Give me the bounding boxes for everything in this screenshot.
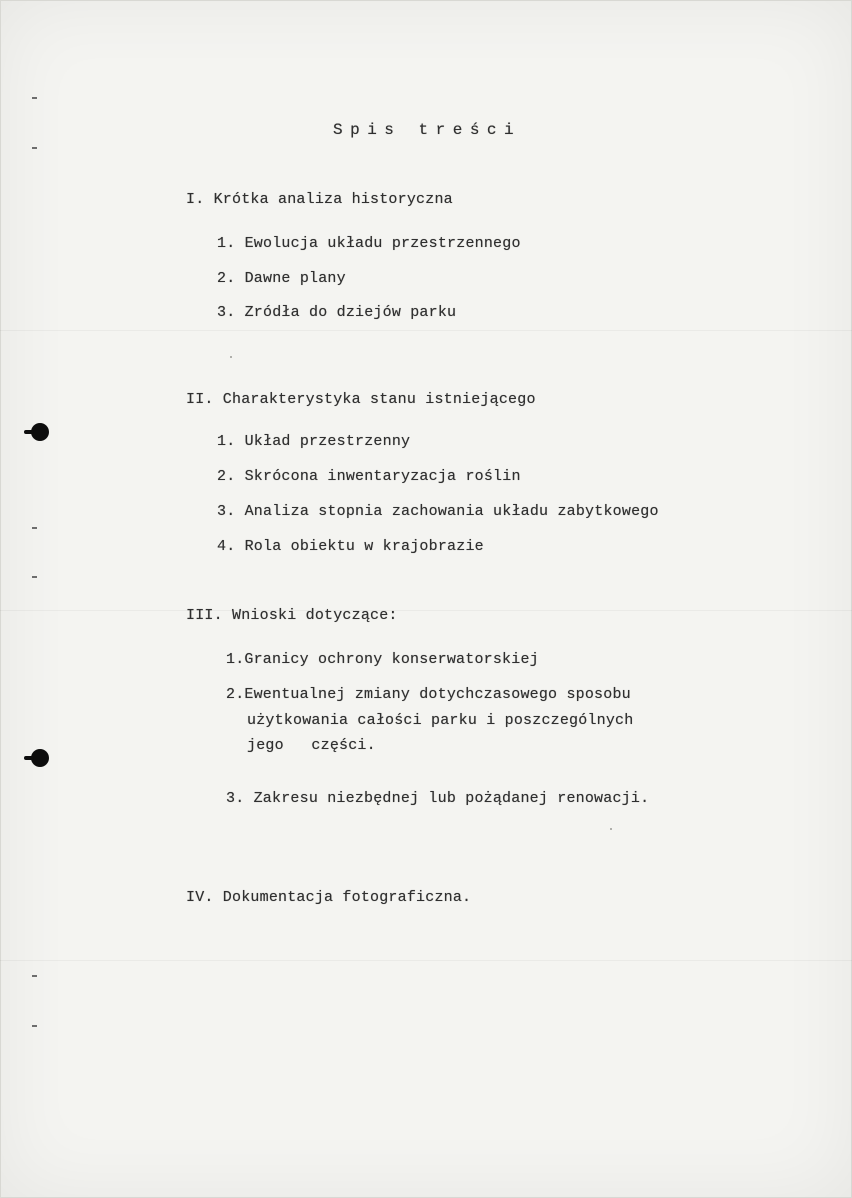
- margin-mark: [32, 147, 37, 149]
- margin-mark: [32, 97, 37, 99]
- punch-hole: [31, 423, 49, 441]
- toc-item: 4. Rola obiektu w krajobrazie: [217, 538, 484, 555]
- margin-mark: [32, 527, 37, 529]
- toc-item-continued: użytkowania całości parku i poszczególnych: [247, 712, 634, 729]
- page-title: Spis treści: [333, 121, 522, 139]
- punch-hole: [31, 749, 49, 767]
- section-heading: I. Krótka analiza historyczna: [186, 191, 453, 208]
- toc-item: 3. Analiza stopnia zachowania układu zabytkowego: [217, 503, 659, 520]
- margin-mark: [32, 1025, 37, 1027]
- toc-item: 1. Ewolucja układu przestrzennego: [217, 235, 521, 252]
- margin-mark: [32, 576, 37, 578]
- section-heading: IV. Dokumentacja fotograficzna.: [186, 889, 472, 906]
- paper-speck: [230, 356, 232, 358]
- section-heading: II. Charakterystyka stanu istniejącego: [186, 391, 536, 408]
- toc-item-continued: jego części.: [247, 737, 376, 754]
- paper-crease: [0, 960, 852, 961]
- paper-crease: [0, 330, 852, 331]
- toc-item: 3. Zakresu niezbędnej lub pożądanej renowacji.: [226, 790, 650, 807]
- toc-item: 1. Układ przestrzenny: [217, 433, 411, 450]
- toc-item: 2. Dawne plany: [217, 270, 346, 287]
- margin-mark: [32, 975, 37, 977]
- section-heading: III. Wnioski dotyczące:: [186, 607, 398, 624]
- toc-item: 2. Skrócona inwentaryzacja roślin: [217, 468, 521, 485]
- paper-crease: [0, 610, 852, 611]
- toc-item: 2.Ewentualnej zmiany dotychczasowego sposobu: [226, 686, 631, 703]
- toc-item: 1.Granicy ochrony konserwatorskiej: [226, 651, 539, 668]
- toc-item: 3. Zródła do dziejów parku: [217, 304, 457, 321]
- paper-speck: [610, 828, 612, 830]
